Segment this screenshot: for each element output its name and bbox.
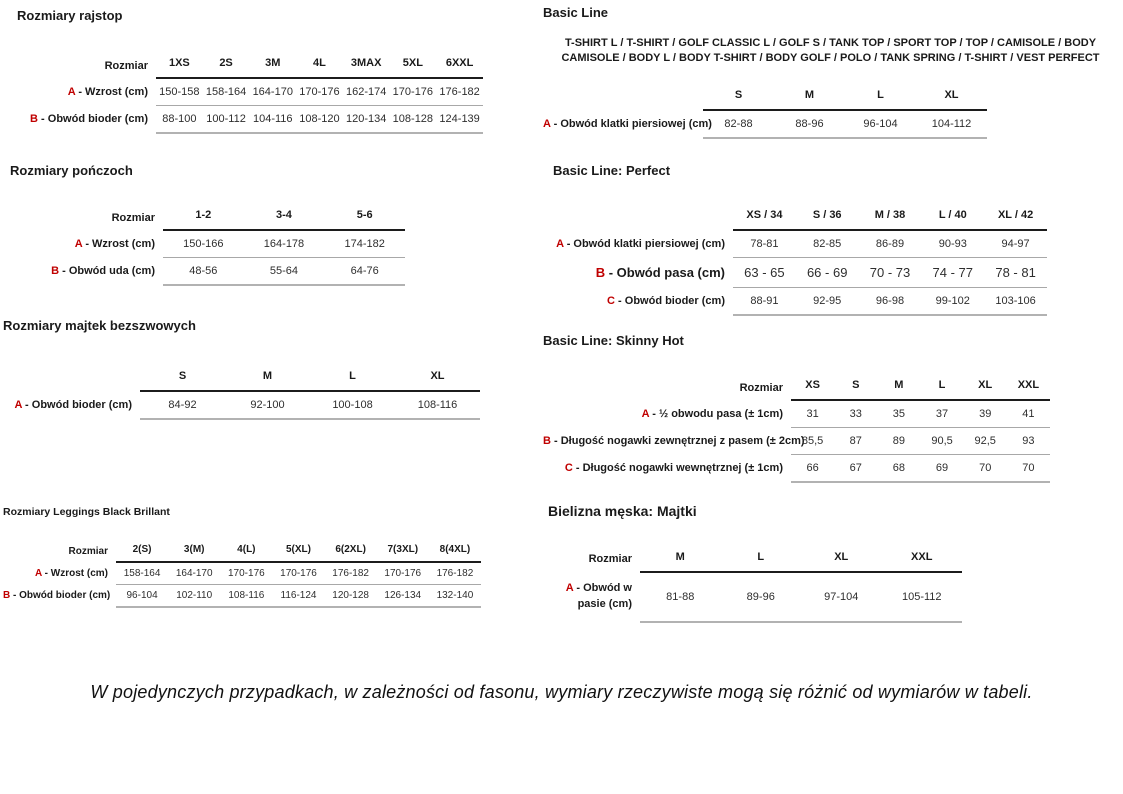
table-row — [543, 455, 1050, 483]
size-value-cell: 120-134 — [343, 106, 390, 134]
size-value-cell: 126-134 — [377, 585, 429, 608]
row-label — [10, 258, 163, 286]
size-value-cell: 94-97 — [984, 230, 1047, 258]
measure-label: - Długość nogawki zewnętrznej z pasem (± 2cm) — [554, 435, 805, 447]
column-header: 6(2XL) — [325, 541, 377, 562]
table-title: Bielizna męska: Majtki — [548, 503, 697, 519]
table-row — [553, 288, 1047, 316]
table-row — [543, 110, 987, 138]
measure-label: - Obwód bioder (cm) — [13, 590, 111, 602]
table-title: Basic Line — [543, 5, 609, 20]
size-value-cell: 96-104 — [116, 585, 168, 608]
column-header: 3M — [249, 53, 296, 78]
header-row — [548, 547, 962, 572]
size-value-cell: 82-85 — [796, 230, 859, 258]
size-value-cell: 89 — [877, 428, 920, 455]
measure-label: - Obwód bioder (cm) — [618, 295, 725, 308]
corner-header — [543, 85, 703, 110]
size-value-cell: 84-92 — [140, 391, 225, 419]
column-header: XXL — [882, 547, 963, 572]
size-table — [543, 85, 987, 139]
row-label — [3, 562, 116, 585]
row-label — [17, 78, 156, 106]
size-value-cell: 132-140 — [429, 585, 481, 608]
section-bielizna-meska-majtki — [548, 503, 962, 623]
column-header: S — [834, 375, 877, 400]
measure-label: - Wzrost (cm) — [44, 567, 108, 579]
footer-note: W pojedynczych przypadkach, w zależności od fasonu, wymiary rzeczywiste mogą się różnić od wymiarów w tabeli. — [90, 682, 1033, 702]
size-value-cell: 164-170 — [249, 78, 296, 106]
size-value-cell: 176-182 — [429, 562, 481, 585]
measure-label: - Obwód bioder (cm) — [41, 113, 148, 126]
size-value-cell: 92-100 — [225, 391, 310, 419]
size-value-cell: 164-170 — [168, 562, 220, 585]
column-header: 3MAX — [343, 53, 390, 78]
measure-letter: B — [30, 113, 38, 126]
size-value-cell: 39 — [964, 400, 1007, 428]
table-row — [553, 230, 1047, 258]
column-header: 3-4 — [244, 205, 325, 230]
size-table — [3, 541, 481, 608]
column-header: L — [310, 366, 395, 391]
corner-header — [3, 366, 140, 391]
size-table — [553, 205, 1047, 316]
corner-header: Rozmiar — [104, 59, 148, 72]
size-value-cell: 88-96 — [774, 110, 845, 138]
measure-label: - Obwód pasa (cm) — [608, 265, 725, 280]
size-value-cell: 37 — [920, 400, 963, 428]
size-value-cell: 81-88 — [640, 572, 721, 622]
column-header: 4(L) — [220, 541, 272, 562]
column-header: 6XXL — [436, 53, 483, 78]
size-value-cell: 93 — [1007, 428, 1050, 455]
size-value-cell: 104-116 — [249, 106, 296, 134]
measure-label: - Obwód klatki piersiowej (cm) — [553, 117, 712, 130]
size-table — [17, 53, 483, 134]
size-value-cell: 108-116 — [220, 585, 272, 608]
column-header: 4L — [296, 53, 343, 78]
table-title: Rozmiary Leggings Black Brillant — [3, 506, 170, 518]
measure-label: - Obwód uda (cm) — [62, 265, 155, 278]
header-row — [3, 541, 481, 562]
size-value-cell: 33 — [834, 400, 877, 428]
measure-letter: A — [35, 567, 42, 579]
row-label — [543, 455, 791, 483]
table-title: Rozmiary rajstop — [17, 8, 123, 23]
size-value-cell: 90,5 — [920, 428, 963, 455]
size-table — [543, 375, 1050, 483]
column-header: M — [774, 85, 845, 110]
measure-letter: A — [556, 237, 564, 250]
measure-letter: C — [607, 295, 615, 308]
size-value-cell: 170-176 — [296, 78, 343, 106]
size-value-cell: 97-104 — [801, 572, 882, 622]
row-label — [3, 391, 140, 419]
column-header: S / 36 — [796, 205, 859, 230]
table-row — [543, 428, 1050, 455]
size-value-cell: 70 — [1007, 455, 1050, 483]
table-row — [10, 258, 405, 286]
column-header: XXL — [1007, 375, 1050, 400]
column-header: XS / 34 — [733, 205, 796, 230]
column-header: 2S — [203, 53, 250, 78]
measure-label: - Wzrost (cm) — [78, 85, 148, 98]
size-value-cell: 67 — [834, 455, 877, 483]
table-row — [10, 230, 405, 258]
measure-label: - Obwód bioder (cm) — [25, 399, 132, 411]
size-value-cell: 103-106 — [984, 288, 1047, 316]
column-header: M — [640, 547, 721, 572]
table-row — [17, 78, 483, 106]
size-value-cell: 69 — [920, 455, 963, 483]
size-value-cell: 70 - 73 — [859, 258, 922, 288]
header-row — [10, 205, 405, 230]
measure-letter: B — [3, 590, 11, 602]
size-value-cell: 150-166 — [163, 230, 244, 258]
header-row — [3, 366, 480, 391]
size-value-cell: 164-178 — [244, 230, 325, 258]
measure-label: - Długość nogawki wewnętrznej (± 1cm) — [575, 462, 783, 475]
size-value-cell: 170-176 — [377, 562, 429, 585]
measure-letter: B — [51, 265, 60, 278]
column-header: 8(4XL) — [429, 541, 481, 562]
measure-label: - Obwód klatki piersiowej (cm) — [566, 237, 725, 250]
row-label — [543, 110, 712, 138]
size-value-cell: 87 — [834, 428, 877, 455]
size-value-cell: 96-104 — [845, 110, 916, 138]
table-row — [548, 572, 962, 622]
section-basic-line-perfect — [553, 163, 1047, 316]
measure-label: - ½ obwodu pasa (± 1cm) — [652, 407, 783, 420]
measure-letter: B — [595, 265, 606, 280]
column-header: L — [721, 547, 802, 572]
column-header: 3(M) — [168, 541, 220, 562]
column-header: XL / 42 — [984, 205, 1047, 230]
size-value-cell: 70 — [964, 455, 1007, 483]
row-label — [543, 400, 791, 428]
row-label — [17, 106, 156, 134]
size-value-cell: 99-102 — [921, 288, 984, 316]
column-header: 1-2 — [163, 205, 244, 230]
size-value-cell: 92-95 — [796, 288, 859, 316]
size-value-cell: 82-88 — [703, 110, 774, 138]
section-basic-line-skinny-hot — [543, 333, 1050, 483]
size-value-cell: 88-100 — [156, 106, 203, 134]
table-title: Rozmiary majtek bezszwowych — [3, 318, 196, 333]
table-subtitle: T-SHIRT L / T-SHIRT / GOLF CLASSIC L / GOLF S / TANK TOP / SPORT TOP / TOP / CAMISOLE / BODY CAMISOLE / BODY L / BODY T-SHIRT / BODY GOLF / POLO / TANK SPRING / T-SHIRT / VEST PERFECT — [561, 37, 1100, 64]
column-header: L — [845, 85, 916, 110]
size-value-cell: 105-112 — [882, 572, 963, 622]
size-value-cell: 63 - 65 — [733, 258, 796, 288]
column-header: XL — [395, 366, 480, 391]
table-row — [3, 562, 481, 585]
corner-header: Rozmiar — [739, 381, 783, 394]
table-title: Rozmiary pończoch — [10, 163, 133, 178]
row-label — [548, 572, 640, 622]
column-header: M / 38 — [859, 205, 922, 230]
table-row — [17, 106, 483, 134]
section-rozmiary-majtek-bezszwowych — [3, 318, 480, 420]
measure-letter: A — [14, 399, 22, 411]
measure-label: - Obwód w pasie (cm) — [576, 582, 632, 610]
measure-letter: A — [74, 237, 83, 250]
table-title: Basic Line: Perfect — [553, 163, 671, 178]
column-header: 1XS — [156, 53, 203, 78]
column-header: XL — [916, 85, 987, 110]
measure-label: - Wzrost (cm) — [85, 237, 155, 250]
section-basic-line — [543, 5, 1118, 139]
size-value-cell: 31 — [791, 400, 834, 428]
size-value-cell: 96-98 — [859, 288, 922, 316]
row-label — [3, 585, 116, 608]
header-row — [543, 375, 1050, 400]
measure-letter: A — [543, 117, 551, 130]
measure-letter: C — [564, 462, 573, 475]
column-header: S — [703, 85, 774, 110]
corner-header — [553, 205, 733, 230]
row-label — [553, 258, 733, 288]
section-rozmiary-rajstop — [17, 8, 483, 134]
size-value-cell: 100-108 — [310, 391, 395, 419]
header-row — [543, 85, 987, 110]
size-value-cell: 92,5 — [964, 428, 1007, 455]
size-value-cell: 108-116 — [395, 391, 480, 419]
table-title: Basic Line: Skinny Hot — [543, 333, 684, 348]
measure-letter: A — [641, 407, 650, 420]
table-row — [3, 391, 480, 419]
table-row — [553, 258, 1047, 288]
measure-letter: B — [543, 435, 551, 447]
size-value-cell: 176-182 — [436, 78, 483, 106]
column-header: XL — [801, 547, 882, 572]
column-header: 7(3XL) — [377, 541, 429, 562]
size-value-cell: 85,5 — [791, 428, 834, 455]
table-row — [3, 585, 481, 608]
header-row — [17, 53, 483, 78]
size-value-cell: 102-110 — [168, 585, 220, 608]
column-header: 5(XL) — [272, 541, 324, 562]
size-value-cell: 66 - 69 — [796, 258, 859, 288]
size-value-cell: 108-120 — [296, 106, 343, 134]
size-value-cell: 41 — [1007, 400, 1050, 428]
column-header: M — [877, 375, 920, 400]
column-header: XL — [964, 375, 1007, 400]
size-value-cell: 108-128 — [390, 106, 437, 134]
size-value-cell: 86-89 — [859, 230, 922, 258]
column-header: L / 40 — [921, 205, 984, 230]
size-value-cell: 176-182 — [325, 562, 377, 585]
section-rozmiary-leggings-black-brillant — [3, 506, 481, 608]
size-value-cell: 48-56 — [163, 258, 244, 286]
size-value-cell: 170-176 — [390, 78, 437, 106]
size-value-cell: 78-81 — [733, 230, 796, 258]
size-value-cell: 88-91 — [733, 288, 796, 316]
column-header: XS — [791, 375, 834, 400]
size-value-cell: 120-128 — [325, 585, 377, 608]
corner-header: Rozmiar — [111, 211, 155, 224]
row-label — [543, 428, 805, 455]
size-value-cell: 124-139 — [436, 106, 483, 134]
size-value-cell: 170-176 — [220, 562, 272, 585]
measure-letter: A — [565, 582, 574, 594]
corner-header: Rozmiar — [588, 552, 632, 565]
table-row — [543, 400, 1050, 428]
row-label — [553, 230, 733, 258]
row-label — [553, 288, 733, 316]
size-value-cell: 68 — [877, 455, 920, 483]
column-header: L — [920, 375, 963, 400]
size-value-cell: 158-164 — [203, 78, 250, 106]
size-value-cell: 100-112 — [203, 106, 250, 134]
size-value-cell: 66 — [791, 455, 834, 483]
measure-letter: A — [67, 85, 76, 98]
row-label — [10, 230, 163, 258]
size-table — [548, 547, 962, 623]
size-value-cell: 35 — [877, 400, 920, 428]
column-header: 5XL — [390, 53, 437, 78]
column-header: 2(S) — [116, 541, 168, 562]
size-value-cell: 64-76 — [324, 258, 405, 286]
size-value-cell: 174-182 — [324, 230, 405, 258]
size-value-cell: 74 - 77 — [921, 258, 984, 288]
size-value-cell: 89-96 — [721, 572, 802, 622]
size-value-cell: 104-112 — [916, 110, 987, 138]
size-value-cell: 150-158 — [156, 78, 203, 106]
column-header: M — [225, 366, 310, 391]
column-header: S — [140, 366, 225, 391]
size-value-cell: 158-164 — [116, 562, 168, 585]
size-value-cell: 162-174 — [343, 78, 390, 106]
header-row — [553, 205, 1047, 230]
column-header: 5-6 — [324, 205, 405, 230]
size-table — [3, 366, 480, 420]
size-value-cell: 78 - 81 — [984, 258, 1047, 288]
size-value-cell: 55-64 — [244, 258, 325, 286]
size-value-cell: 90-93 — [921, 230, 984, 258]
corner-header: Rozmiar — [68, 546, 108, 557]
size-value-cell: 116-124 — [272, 585, 324, 608]
size-value-cell: 170-176 — [272, 562, 324, 585]
size-table — [10, 205, 405, 286]
section-rozmiary-ponczoch — [10, 163, 405, 286]
